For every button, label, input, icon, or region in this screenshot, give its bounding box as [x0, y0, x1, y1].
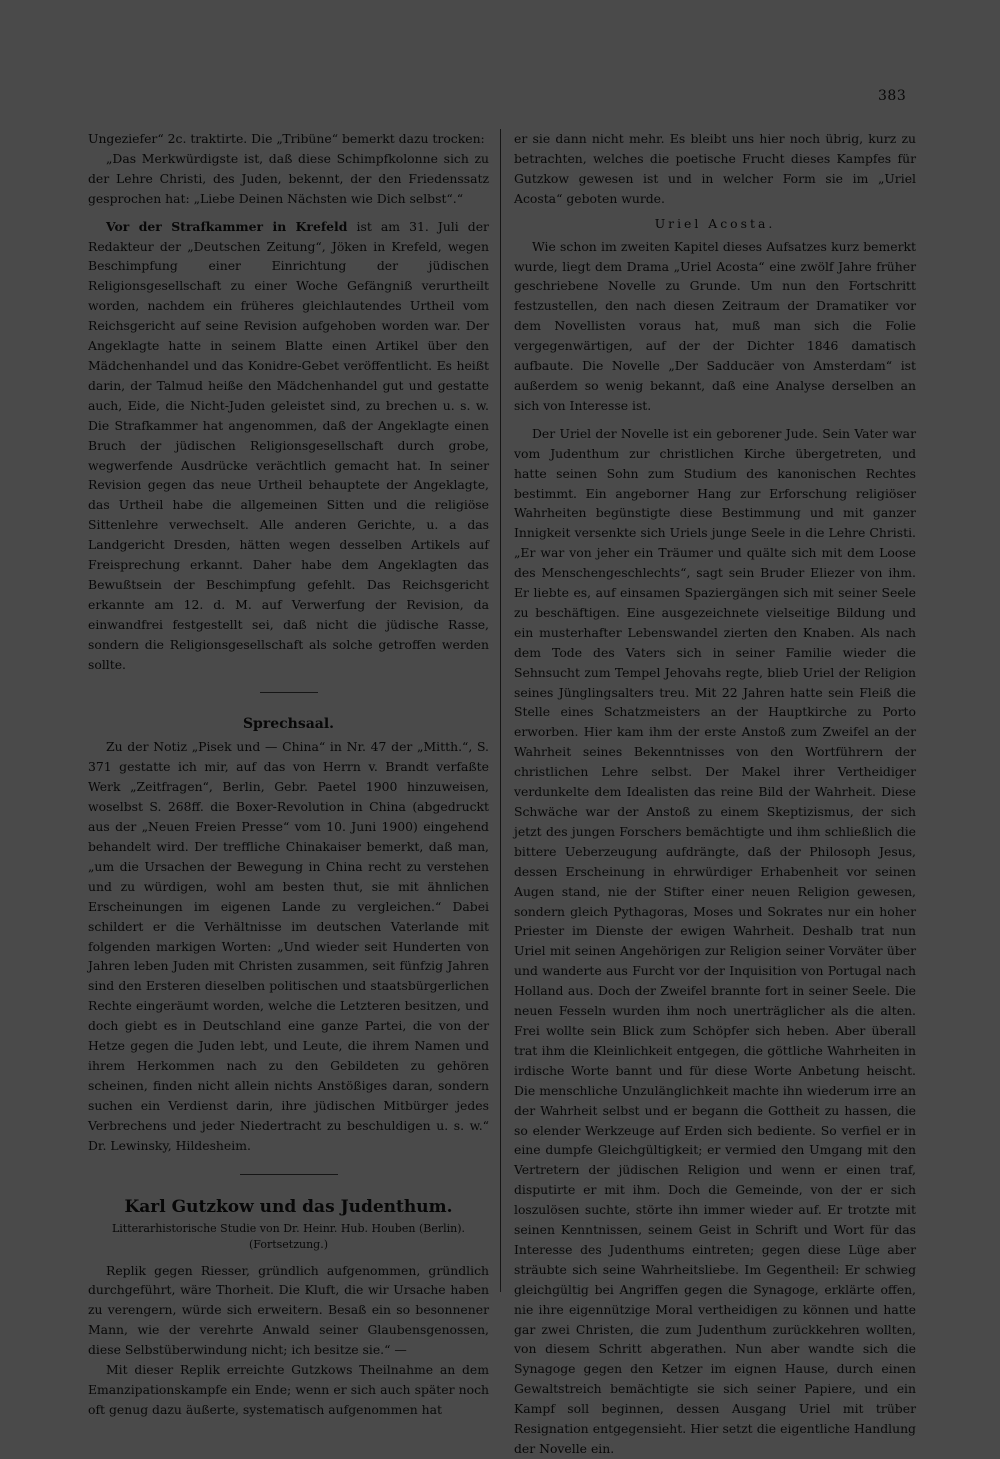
uriel-paragraph-2: Der Uriel der Novelle ist ein geborener Jude. Sein Vater war vom Judenthum zur christlichen Kirche übergetreten, und hatte seinen Sohn zum Studium des kanonischen Rechtes bestimmt. Ein angeborner Hang zur Erforschung religiöser Wahrheiten begünstigte diese Bestimmung und mit ganzer Innigkeit versenkte sich Uriels junge Seele in die Lehre Christi. „Er war von jeher ein Träumer und quälte sich mit dem Loose des Menschengeschlechts“, sagt sein Bruder Eliezer von ihm. Er liebte es, auf einsamen Spaziergängen sich mit seiner Seele zu beschäftigen. Eine ausgezeichnete vielseitige Bildung und ein musterhafter Lebenswandel zierten den Knaben. Als nach dem Tode des Vaters sich in seiner Familie wieder die Sehnsucht zum Tempel Jehovahs regte, blieb Uriel der Religion seines Jünglingsalters treu. Mit 22 Jahren hatte sein Fleiß die Stelle eines Schatzmeisters an der Hauptkirche zu Porto erworben. Hier kam ihm der erste Anstoß zum Zweifel an der Wahrheit seines Bekenntnisses von den Wortführern der christlichen Lehre selbst. Der Makel ihrer Vertheidiger verdunkelte dem Idealisten das reine Bild der Wahrheit. Diese Schwäche war der Anstoß zu einem Skeptizismus, der sich jetzt des jungen Forschers bemächtigte und ihm schließlich die bittere Ueberzeugung aufdrängte, daß der Philosoph Jesus, dessen Erscheinung in ehrwürdiger Erhabenheit vor seinen Augen stand, nie der Stifter einer neuen Religion gewesen, sondern gleich Pythagoras, Moses und Sokrates nur ein hoher Priester im Dienste der ewigen Wahrheit. Deshalb trat nun Uriel mit seinen Angehörigen zur Religion seiner Vorväter über und wanderte aus Furcht vor der Inquisition von Portugal nach Holland aus. Doch der Zweifel brannte fort in seiner Seele. Die neuen Fesseln wurden ihm noch unerträglicher als die alten. Frei wollte sein Blick zum Schöpfer sich heben. Aber überall trat ihm die Kleinlichkeit entgegen, die göttliche Wahrheiten in irdische Worte bannt und für diese Worte Anbetung heischt. Die menschliche Unzulänglichkeit machte ihn wiederum irre an der Wahrheit selbst und er begann die Gottheit zu hassen, die so elender Werkzeuge auf Erden sich bediente. So verfiel er in eine dumpfe Gleichgültigkeit; er vermied den Umgang mit den Vertretern der jüdischen Religion und wenn er einen traf, disputirte er mit ihm. Doch die Gemeinde, von der er sich loszulösen suchte, störte ihn immer wieder auf. Er trotzte mit seinen Kenntnissen, seinem Geist in Schrift und Wort für das Interesse des Judenthums eintreten; gegen diese Lüge aber sträubte sich seine Wahrheitsliebe. Im Gegentheil: Er schwieg gleichgültig bei Angriffen gegen die Synagoge, erklärte offen, nie ihre eigennützige Moral vertheidigen zu können und hatte gar zwei Christen, die zum Judenthum zurückkehren wollten, von diesem Schritt abgerathen. Nun aber wandte sich die Synagoge gegen den Ketzer im eignen Hause, durch einen Gewaltstreich bemächtigte sie sich seiner Papiere, und ein Kampf soll beginnen, dessen Ausgang Uriel mit trüber Resignation entgegensieht. Hier setzt die eigentliche Handlung der Novelle ein.	[514, 425, 916, 1456]
right-column	[514, 129, 916, 1459]
tribune-paragraph: Ungeziefer“ 2c. traktirte. Die „Tribüne“ bemerkt dazu trocken:	[88, 131, 485, 146]
left-column	[88, 129, 489, 1420]
sprechsaal-heading: Sprechsaal.	[242, 716, 335, 733]
section-rule	[240, 1174, 338, 1175]
gutzkow-continued: (Fortsetzung.)	[249, 1237, 328, 1251]
uriel-heading: Uriel Acosta.	[654, 215, 776, 231]
tribune-quote: „Das Merkwürdigste ist, daß diese Schimpfkolonne sich zu der Lehre Christi, des Juden, bekennt, der den Friedenssatz gesprochen hat: „Liebe Deinen Nächsten wie Dich selbst“.“	[88, 150, 489, 206]
spacer	[88, 209, 489, 217]
uriel-paragraph-1: Wie schon im zweiten Kapitel dieses Aufsatzes kurz bemerkt wurde, liegt dem Drama „Uriel Acosta“ eine zwölf Jahre früher geschriebene Novelle zu Grunde. Um nun den Fortschritt festzustellen, den nach diesen Zeitraum der Dramatiker vor dem Novellisten voraus hat, muß man sich die Folie vergegenwärtigen, auf der der Dichter 1846 damatisch aufbaute. Die Novelle „Der Sadducäer von Amsterdam“ ist außerdem so wenig bekannt, daß eine Analyse derselben an sich von Interesse ist.	[514, 238, 916, 413]
gutzkow-paragraph-1: Replik gegen Riesser, gründlich aufgenommen, gründlich durchgeführt, wäre Thorheit. Die Kluft, die wir Ursache haben zu verengern, würde sich erweitern. Besaß ein so besonnener Mann, wie der verehrte Anwald seiner Glaubensgenossen, diese Selbstüberwindung nicht; ich besitze sie.“ —	[88, 1262, 489, 1358]
gutzkow-subtitle: Litterarhistorische Studie von Dr. Heinr. Hub. Houben (Berlin).	[111, 1221, 466, 1235]
section-rule	[260, 692, 318, 693]
page-number: 383	[878, 88, 907, 104]
krefeld-lead: Vor der Strafkammer in Krefeld	[106, 218, 348, 234]
column-divider	[500, 129, 501, 1292]
spacer	[88, 1253, 489, 1261]
spacer	[514, 416, 916, 424]
continuation-paragraph: er sie dann nicht mehr. Es bleibt uns hier noch übrig, kurz zu betrachten, welches die poetische Frucht dieses Kampfes für Gutzkow gewesen ist und in welcher Form sie im „Uriel Acosta“ geboten wurde.	[514, 131, 916, 206]
krefeld-text: ist am 31. Juli der Redakteur der „Deutschen Zeitung“, Jöken in Krefeld, wegen Beschimpfung einer Einrichtung der jüdischen Religionsgesellschaft zu einer Woche Gefängniß verurtheilt worden, nachdem ein früheres gleichlautendes Urtheil vom Reichsgericht auf seine Revision aufgehoben worden war. Der Angeklagte hatte in seinem Blatte einen Artikel über den Mädchenhandel und das Konidre-Gebet veröffentlicht. Es heißt darin, der Talmud heiße den Mädchenhandel gut und gestatte auch, Eide, die Nicht-Juden geleistet sind, zu brechen u. s. w. Die Strafkammer hat angenommen, daß der Angeklagte einen Bruch der jüdischen Religionsgesellschaft durch grobe, wegwerfende Ausdrücke verächtlich gemacht hat. In seiner Revision gegen das neue Urtheil behauptete der Angeklagte, das Urtheil habe die allgemeinen Sitten und die religiöse Sittenlehre verwechselt. Alle anderen Gerichte, u. a das Landgericht Dresden, hätten wegen desselben Artikels auf Freisprechung erkannt. Daher habe dem Angeklagten das Bewußtsein der Beschimpfung gefehlt. Das Reichsgericht erkannte am 12. d. M. auf Verwerfung der Revision, da einwandfrei festgestellt sei, daß nicht die jüdische Rasse, sondern die Religionsgesellschaft als solche getroffen werden sollte.	[88, 218, 489, 672]
sprechsaal-text: Zu der Notiz „Pisek und — China“ in Nr. 47 der „Mitth.“, S. 371 gestatte ich mir, auf das von Herrn v. Brandt verfaßte Werk „Zeitfragen“, Berlin, Gebr. Paetel 1900 hinzuweisen, woselbst S. 268ff. die Boxer-Revolution in China (abgedruckt aus der „Neuen Freien Presse“ vom 10. Juni 1900) eingehend behandelt wird. Der treffliche Chinakaiser bemerkt, daß man, „um die Ursachen der Bewegung in China recht zu verstehen und zu würdigen, wohl am besten thut, sie mit ähnlichen Erscheinungen im eigenen Lande zu vergleichen.“ Dabei schildert er die Verhältnisse im deutschen Vaterlande mit folgenden markigen Worten: „Und wieder seit Hunderten von Jahren leben Juden mit Christen zusammen, seit fünfzig Jahren sind den Ersteren dieselben politischen und staatsbürgerlichen Rechte eingeräumt worden, welche die Letzteren besitzen, und doch giebt es in Deutschland eine ganze Partei, die von der Hetze gegen die Juden lebt, und Leute, die ihrem Namen und ihrem Herkommen nach zu den Gebildeten zu gehören scheinen, finden nicht allein nichts Anstößiges daran, sondern suchen ein Verdienst darin, ihre jüdischen Mitbürger jedes Verbrechens und jeder Niedertracht zu beschuldigen u. s. w.“ Dr. Lewinsky, Hildesheim.	[88, 739, 489, 1153]
gutzkow-paragraph-2: Mit dieser Replik erreichte Gutzkows Theilnahme an dem Emanzipationskampfe ein Ende; wenn er sich auch später noch oft genug dazu äußerte, systematisch aufgenommen hat	[88, 1362, 489, 1417]
krefeld-article	[88, 217, 489, 675]
gutzkow-heading: Karl Gutzkow und das Judenthum.	[124, 1196, 453, 1217]
